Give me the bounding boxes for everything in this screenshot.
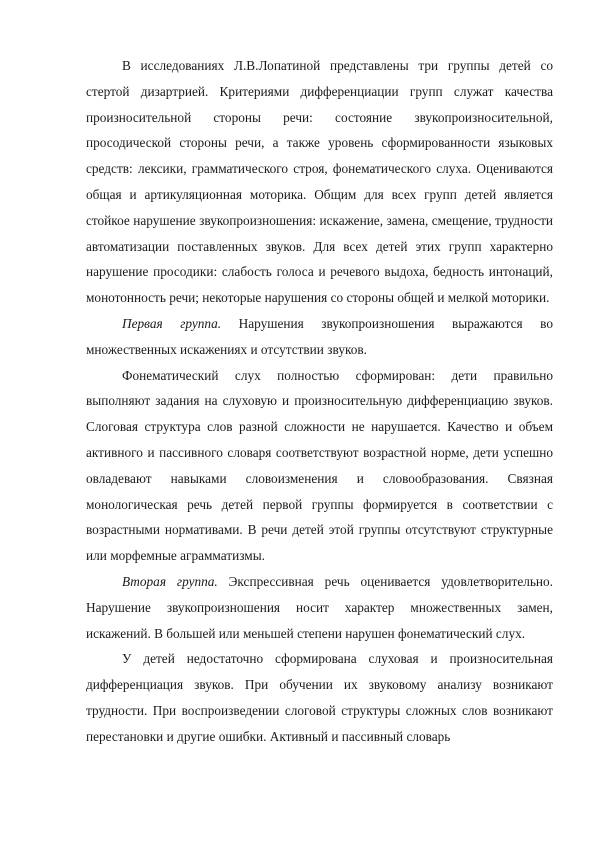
- paragraph-intro: [86, 53, 553, 311]
- paragraph-text: Нарушения звукопроизношения выражаются во множественных искажениях и отсутствии звуков.: [86, 315, 553, 357]
- paragraph-text: Фонематический слух полностью сформирован: дети правильно выполняют задания на слуховую и произносительную дифференциацию звуков. Слоговая структура слов разной сложности не нарушается. Качество и объем активного и пассивного словаря соответствуют возрастной норме, дети успешно овладевают навыками словоизменения и словообразования. Связная монологическая речь детей первой группы формируется в соответствии с возрастными нормативами. В речи детей этой группы отсутствуют структурные или морфемные аграмматизмы.: [86, 367, 553, 564]
- paragraph-text: Экспрессивная речь оценивается удовлетворительно. Нарушение звукопроизношения носит характер множественных замен, искажений. В большей или меньшей степени нарушен фонематический слух.: [86, 573, 554, 641]
- group-one-heading: Первая группа.: [122, 315, 222, 331]
- group-two-heading: Вторая группа.: [122, 573, 218, 589]
- paragraph-phonemic-hearing: [86, 363, 553, 569]
- paragraph-differentiation: [86, 646, 553, 749]
- paragraph-group-one: [86, 311, 553, 363]
- document-body: [86, 53, 553, 750]
- paragraph-text: В исследованиях Л.В.Лопатиной представлены три группы детей со стертой дизартрией. Критериями дифференциации групп служат качества произносительной стороны речи: состояние звукопроизносительной, просодической стороны речи, а также уровень сформированности языковых средств: лексики, грамматического строя, фонематического слуха. Оцениваются общая и артикуляционная моторика. Общим для всех групп детей является стойкое нарушение звукопроизношения: искажение, замена, смещение, трудности автоматизации поставленных звуков. Для всех детей этих групп характерно нарушение просодики: слабость голоса и речевого выдоха, бедность интонаций, монотонность речи; некоторые нарушения со стороны общей и мелкой моторики.: [86, 58, 553, 306]
- paragraph-group-two: [86, 569, 553, 646]
- paragraph-text: У детей недостаточно сформирована слуховая и произносительная дифференциация звуков. При обучении их звуковому анализу возникают трудности. При воспроизведении слоговой структуры сложных слов возникают перестановки и другие ошибки. Активный и пассивный словарь: [86, 651, 553, 744]
